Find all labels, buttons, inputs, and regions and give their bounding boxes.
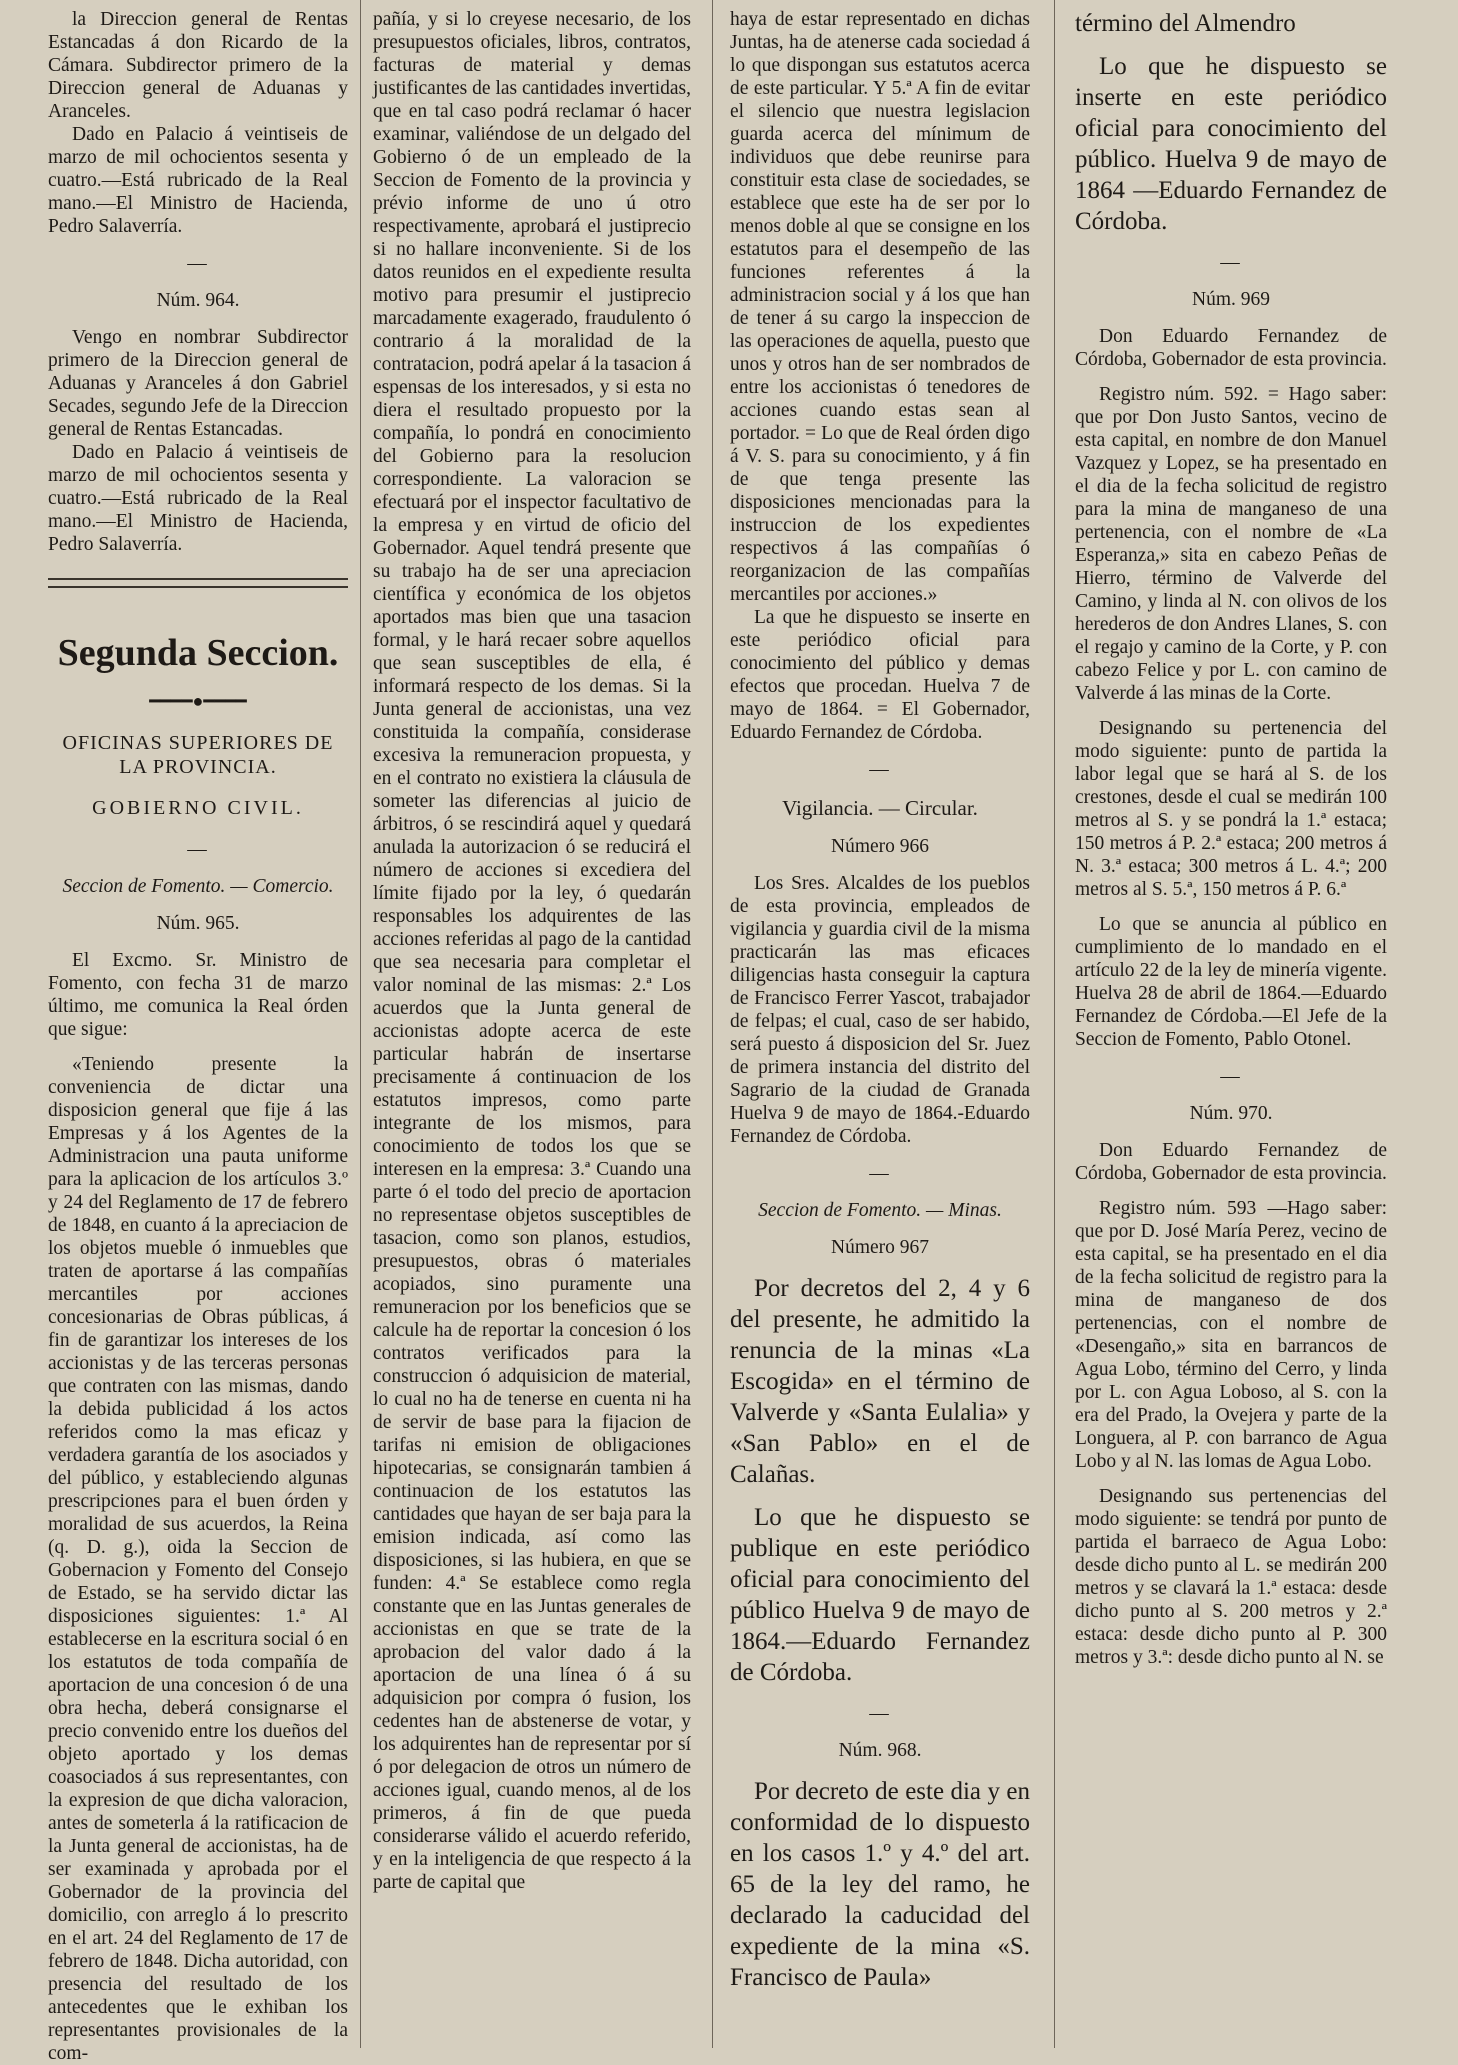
separator-dash: — xyxy=(1220,252,1242,273)
column-4 xyxy=(1075,8,1387,1669)
separator-dash: — xyxy=(1220,1066,1242,1087)
section-title: Segunda Seccion. xyxy=(57,632,339,674)
paragraph: La que he dispuesto se inserte en este periódico oficial para conocimiento del público y demas efectos que procedan. Huelva 7 de mayo de 1864. = El Gobernador, Eduardo Fernandez de Córdoba. xyxy=(730,607,1030,743)
item-number: Núm. 970. xyxy=(1189,1103,1273,1124)
paragraph: Designando su pertenencia del modo siguiente: punto de partida la labor legal que se hará al S. de los crestones, desde el cual se medirán 100 metros al S. y se pondrá la 1.ª estaca; 150 metros á P. 2.ª estaca; 200 metros á N. 3.ª estaca; 300 metros á L. 4.ª; 200 metros al S. 5.ª, 150 metros á P. 6.ª xyxy=(1075,718,1387,900)
column-1 xyxy=(48,8,348,2065)
paragraph: Don Eduardo Fernandez de Córdoba, Gobernador de esta provincia. xyxy=(1075,1140,1387,1184)
paragraph: Lo que he dispuesto se inserte en este periódico oficial para conocimiento del público. Huelva 9 de mayo de 1864 —Eduardo Fernandez de Córdoba. xyxy=(1075,53,1387,235)
item-number: Núm. 965. xyxy=(156,913,240,934)
subsection-heading: Seccion de Fomento. — Minas. xyxy=(758,1200,1002,1221)
column-rule xyxy=(360,0,361,2048)
ornament-divider: ━━━━●━━━━ xyxy=(149,691,247,711)
item-number: Número 966 xyxy=(830,836,930,857)
separator-dash: — xyxy=(869,1703,891,1724)
paragraph: Designando sus pertenencias del modo siguiente: se tendrá por punto de partida el barraeco de Agua Lobo: desde dicho punto al L. se medirán 200 metros y se clavará la 1.ª estaca: desde dicho punto al S. 200 metros y 2.ª estaca: desde dicho punto al P. 300 metros y 3.ª: desde dicho punto al N. se xyxy=(1075,1486,1387,1668)
paragraph: Registro núm. 592. = Hago saber: que por Don Justo Santos, vecino de esta capital, en nombre de don Manuel Vazquez y Lopez, se ha presentado en el dia de la fecha solicitud de registro para la mina de manganeso de una pertenencia, con el nombre de «La Esperanza,» sita en cabezo Peñas de Hierro, término de Valverde del Camino, y linda al N. con olivos de los herederos de don Andres Llanes, S. con el regajo y camino de la Corte, y P. con cabezo Felice y por L. con camino de Valverde á las minas de la Corte. xyxy=(1075,384,1387,704)
separator-dash: — xyxy=(187,839,209,860)
paragraph: haya de estar representado en dichas Juntas, ha de atenerse cada sociedad á lo que dispongan sus estatutos acerca de este particular. Y 5.ª A fin de evitar el silencio que nuestra legislacion guarda acerca del mínimum de individuos que debe reunirse para constituir esta clase de sociedades, se establece que este ha de ser por lo menos doble al que se consigne en los estatutos para el desempeño de las funciones referentes á la administracion social y á los que han de tener á su cargo la inspeccion de las operaciones de aquella, puesto que unos y otros han de ser nombrados de entre los accionistas ó tenedores de acciones cuando estas sean al portador. = Lo que de Real órden digo á V. S. para su conocimiento, y á fin de que tenga presente las disposiciones mencionadas para la instruccion de los expedientes respectivos á las compañías ó reorganizacion de las compañías mercantiles por acciones.» xyxy=(730,9,1030,605)
paragraph: Por decretos del 2, 4 y 6 del presente, he admitido la renuncia de la minas «La Escogida» en el término de Valverde y «Santa Eulalia» y «San Pablo» en el de Calañas. xyxy=(730,1275,1030,1488)
offices-heading: OFICINAS SUPERIORES DE LA PROVINCIA. xyxy=(62,732,334,778)
separator-dash: — xyxy=(869,759,891,780)
subsection-heading: Seccion de Fomento. — Comercio. xyxy=(62,876,334,897)
paragraph: la Direccion general de Rentas Estancadas á don Ricardo de la Cámara. Subdirector primero de la Direccion general de Aduanas y Aranceles. xyxy=(48,9,348,122)
subsection-heading: Vigilancia. — Circular. xyxy=(782,796,978,820)
paragraph: Vengo en nombrar Subdirector primero de la Direccion general de Aduanas y Aranceles á don Gabriel Secades, segundo Jefe de la Direccion general de Rentas Estancadas. xyxy=(48,327,348,440)
separator-dash: — xyxy=(187,253,209,274)
column-rule xyxy=(712,0,713,2048)
column-3 xyxy=(730,8,1030,1993)
paragraph: Don Eduardo Fernandez de Córdoba, Gobernador de esta provincia. xyxy=(1075,326,1387,370)
paragraph: Los Sres. Alcaldes de los pueblos de esta provincia, empleados de vigilancia y guardia civil de la misma practicarán las mas eficaces diligencias hasta conseguir la captura de Francisco Ferrer Yascot, trabajador de felpas; el cual, caso de ser habido, será puesto á disposicion del Sr. Juez de primera instancia del distrito del Sagrario de la ciudad de Granada Huelva 9 de mayo de 1864.-Eduardo Fernandez de Córdoba. xyxy=(730,873,1030,1147)
item-number: Núm. 969 xyxy=(1192,289,1270,310)
paragraph: Por decreto de este dia y en conformidad de lo dispuesto en los casos 1.º y 4.º del art. 65 de la ley del ramo, he declarado la caducidad del expediente de la mina «S. Francisco de Paula» xyxy=(730,1778,1030,1991)
paragraph: Dado en Palacio á veintiseis de marzo de mil ochocientos sesenta y cuatro.—Está rubricado de la Real mano.—El Ministro de Hacienda, Pedro Salaverría. xyxy=(48,442,348,555)
separator-dash: — xyxy=(869,1163,891,1184)
section-divider xyxy=(48,578,348,588)
paragraph: Lo que he dispuesto se publique en este periódico oficial para conocimiento del público Huelva 9 de mayo de 1864.—Eduardo Fernandez de Córdoba. xyxy=(730,1504,1030,1686)
paragraph: El Excmo. Sr. Ministro de Fomento, con fecha 31 de marzo último, me comunica la Real órden que sigue: xyxy=(48,950,348,1040)
paragraph: Lo que se anuncia al público en cumplimiento de lo mandado en el artículo 22 de la ley de minería vigente. Huelva 28 de abril de 1864.—Eduardo Fernandez de Córdoba.—El Jefe de la Seccion de Fomento, Pablo Otonel. xyxy=(1075,914,1387,1050)
government-heading: GOBIERNO CIVIL. xyxy=(92,797,304,819)
paragraph: Dado en Palacio á veintiseis de marzo de mil ochocientos sesenta y cuatro.—Está rubricado de la Real mano.—El Ministro de Hacienda, Pedro Salaverría. xyxy=(48,124,348,237)
column-2 xyxy=(373,8,691,1894)
paragraph: término del Almendro xyxy=(1075,10,1296,37)
paragraph: pañía, y si lo creyese necesario, de los presupuestos oficiales, libros, contratos, facturas de material y demas justificantes de las cantidades invertidas, que en tal caso podrá reclamar ó hacer examinar, valiéndose de un delgado del Gobierno ó de un empleado de la Seccion de Fomento de la provincia y prévio informe de uno ú otro respectivamente, aprobará el justiprecio si no hallare inconveniente. Si de los datos reunidos en el expediente resulta motivo para presumir el justiprecio marcadamente exagerado, fraudulento ó contrario á la moralidad de la contratacion, podrá apelar á la tasacion á espensas de los interesados, y si esta no diera el resultado propuesto por la compañía, lo pondrá en conocimiento del Gobierno para la resolucion correspondiente. La valoracion se efectuará por el inspector facultativo de la empresa y en virtud de oficio del Gobernador. Aquel tendrá presente que su trabajo ha de ser una apreciacion científica y económica de los objetos aportados mas bien que una tasacion formal, y le hará recaer sobre aquellos que sean susceptibles de ella, é informará respecto de los demas. Si la Junta general de accionistas, una vez constituida la compañía, considerase excesiva la remuneracion propuesta, y en el contrato no existiera la cláusula de someter las diferencias al juicio de árbitros, ó se rescindirá aquel y quedará anulada la autorizacion ó se reducirá el número de acciones si excediera del límite fijado por la ley, ó quedarán responsables los adquirentes de las acciones referidas al pago de la cantidad que sea necesaria para completar el valor nominal de las mismas: 2.ª Los acuerdos que la Junta general de accionistas adopte acerca de este particular habrán de insertarse precisamente á continuacion de los estatutos impresos, como parte integrante de los mismos, para conocimiento de todos los que se interesen en la empresa: 3.ª Cuando una parte ó el todo del precio de aportacion no representase objetos susceptibles de tasacion, como son planos, estudios, presupuestos, obras ó materiales acopiados, sino puramente una remuneracion por los beneficios que se calcule ha de reportar la concesion ó los contratos verificados para la construccion ó adquisicion de material, lo cual no ha de tenerse en cuenta ni ha de servir de base para la fijacion de tarifas ni emision de obligaciones hipotecarias, se consignarán tambien á continuacion de los estatutos las cantidades que hayan de ser baja para la emision indicada, así como las disposiciones, si las hubiera, en que se funden: 4.ª Se establece como regla constante que en las Juntas generales de accionistas en que se trate de la aprobacion del valor dado á la aportacion de una línea ó á su adquisicion por compra ó fusion, los cedentes han de abstenerse de votar, y los adquirentes han de representar por sí ó por delegacion de otros un número de acciones igual, cuando menos, al de los primeros, á fin de que pueda considerarse válido el acuerdo referido, y en la inteligencia de que respecto á la parte de capital que xyxy=(373,9,691,1893)
paragraph: Registro núm. 593 —Hago saber: que por D. José María Perez, vecino de esta capital, se ha presentado en el dia de la fecha solicitud de registro para la mina de manganeso de dos pertenencias, con el nombre de «Desengaño,» sita en barrancos de Agua Lobo, término del Cerro, y linda por L. con Agua Loboso, al S. con la era del Prado, la Ovejera y parte de la Longuera, al P. con barranco de Agua Lobo y al N. las lomas de Agua Lobo. xyxy=(1075,1198,1387,1472)
paragraph: «Teniendo presente la conveniencia de dictar una disposicion general que fije á las Empresas y á los Agentes de la Administracion una pauta uniforme para la aplicacion de los artículos 3.º y 24 del Reglamento de 17 de febrero de 1848, en cuanto á la apreciacion de los objetos mueble ó inmuebles que traten de aportarse á las compañías mercantiles por acciones concesionarias de Obras públicas, á fin de garantizar los intereses de los accionistas y de las terceras personas que contraten con las mismas, dando la debida publicidad á los actos referidos como la mas eficaz y verdadera garantía de los asociados y del público, y estableciendo algunas prescripciones para el buen órden y moralidad de sus acuerdos, la Reina (q. D. g.), oida la Seccion de Gobernacion y Fomento del Consejo de Estado, se ha servido dictar las disposiciones siguientes: 1.ª Al establecerse en la escritura social ó en los estatutos de toda compañía de aportacion de una concesion ó de una obra hecha, deberá consignarse el precio convenido entre los dueños del objeto aportado y los demas coasociados á sus representantes, con la expresion de que dicha valoracion, antes de someterla á la ratificacion de la Junta general de accionistas, ha de ser examinada y aprobada por el Gobernador de la provincia del domicilio, con arreglo á lo prescrito en el art. 24 del Reglamento de 17 de febrero de 1848. Dicha autoridad, con presencia del resultado de los antecedentes que le exhiban los representantes provisionales de la com- xyxy=(48,1054,348,2064)
item-number: Núm. 964. xyxy=(156,290,240,311)
item-number: Número 967 xyxy=(830,1237,930,1258)
column-rule xyxy=(1054,0,1055,2048)
item-number: Núm. 968. xyxy=(838,1740,922,1761)
